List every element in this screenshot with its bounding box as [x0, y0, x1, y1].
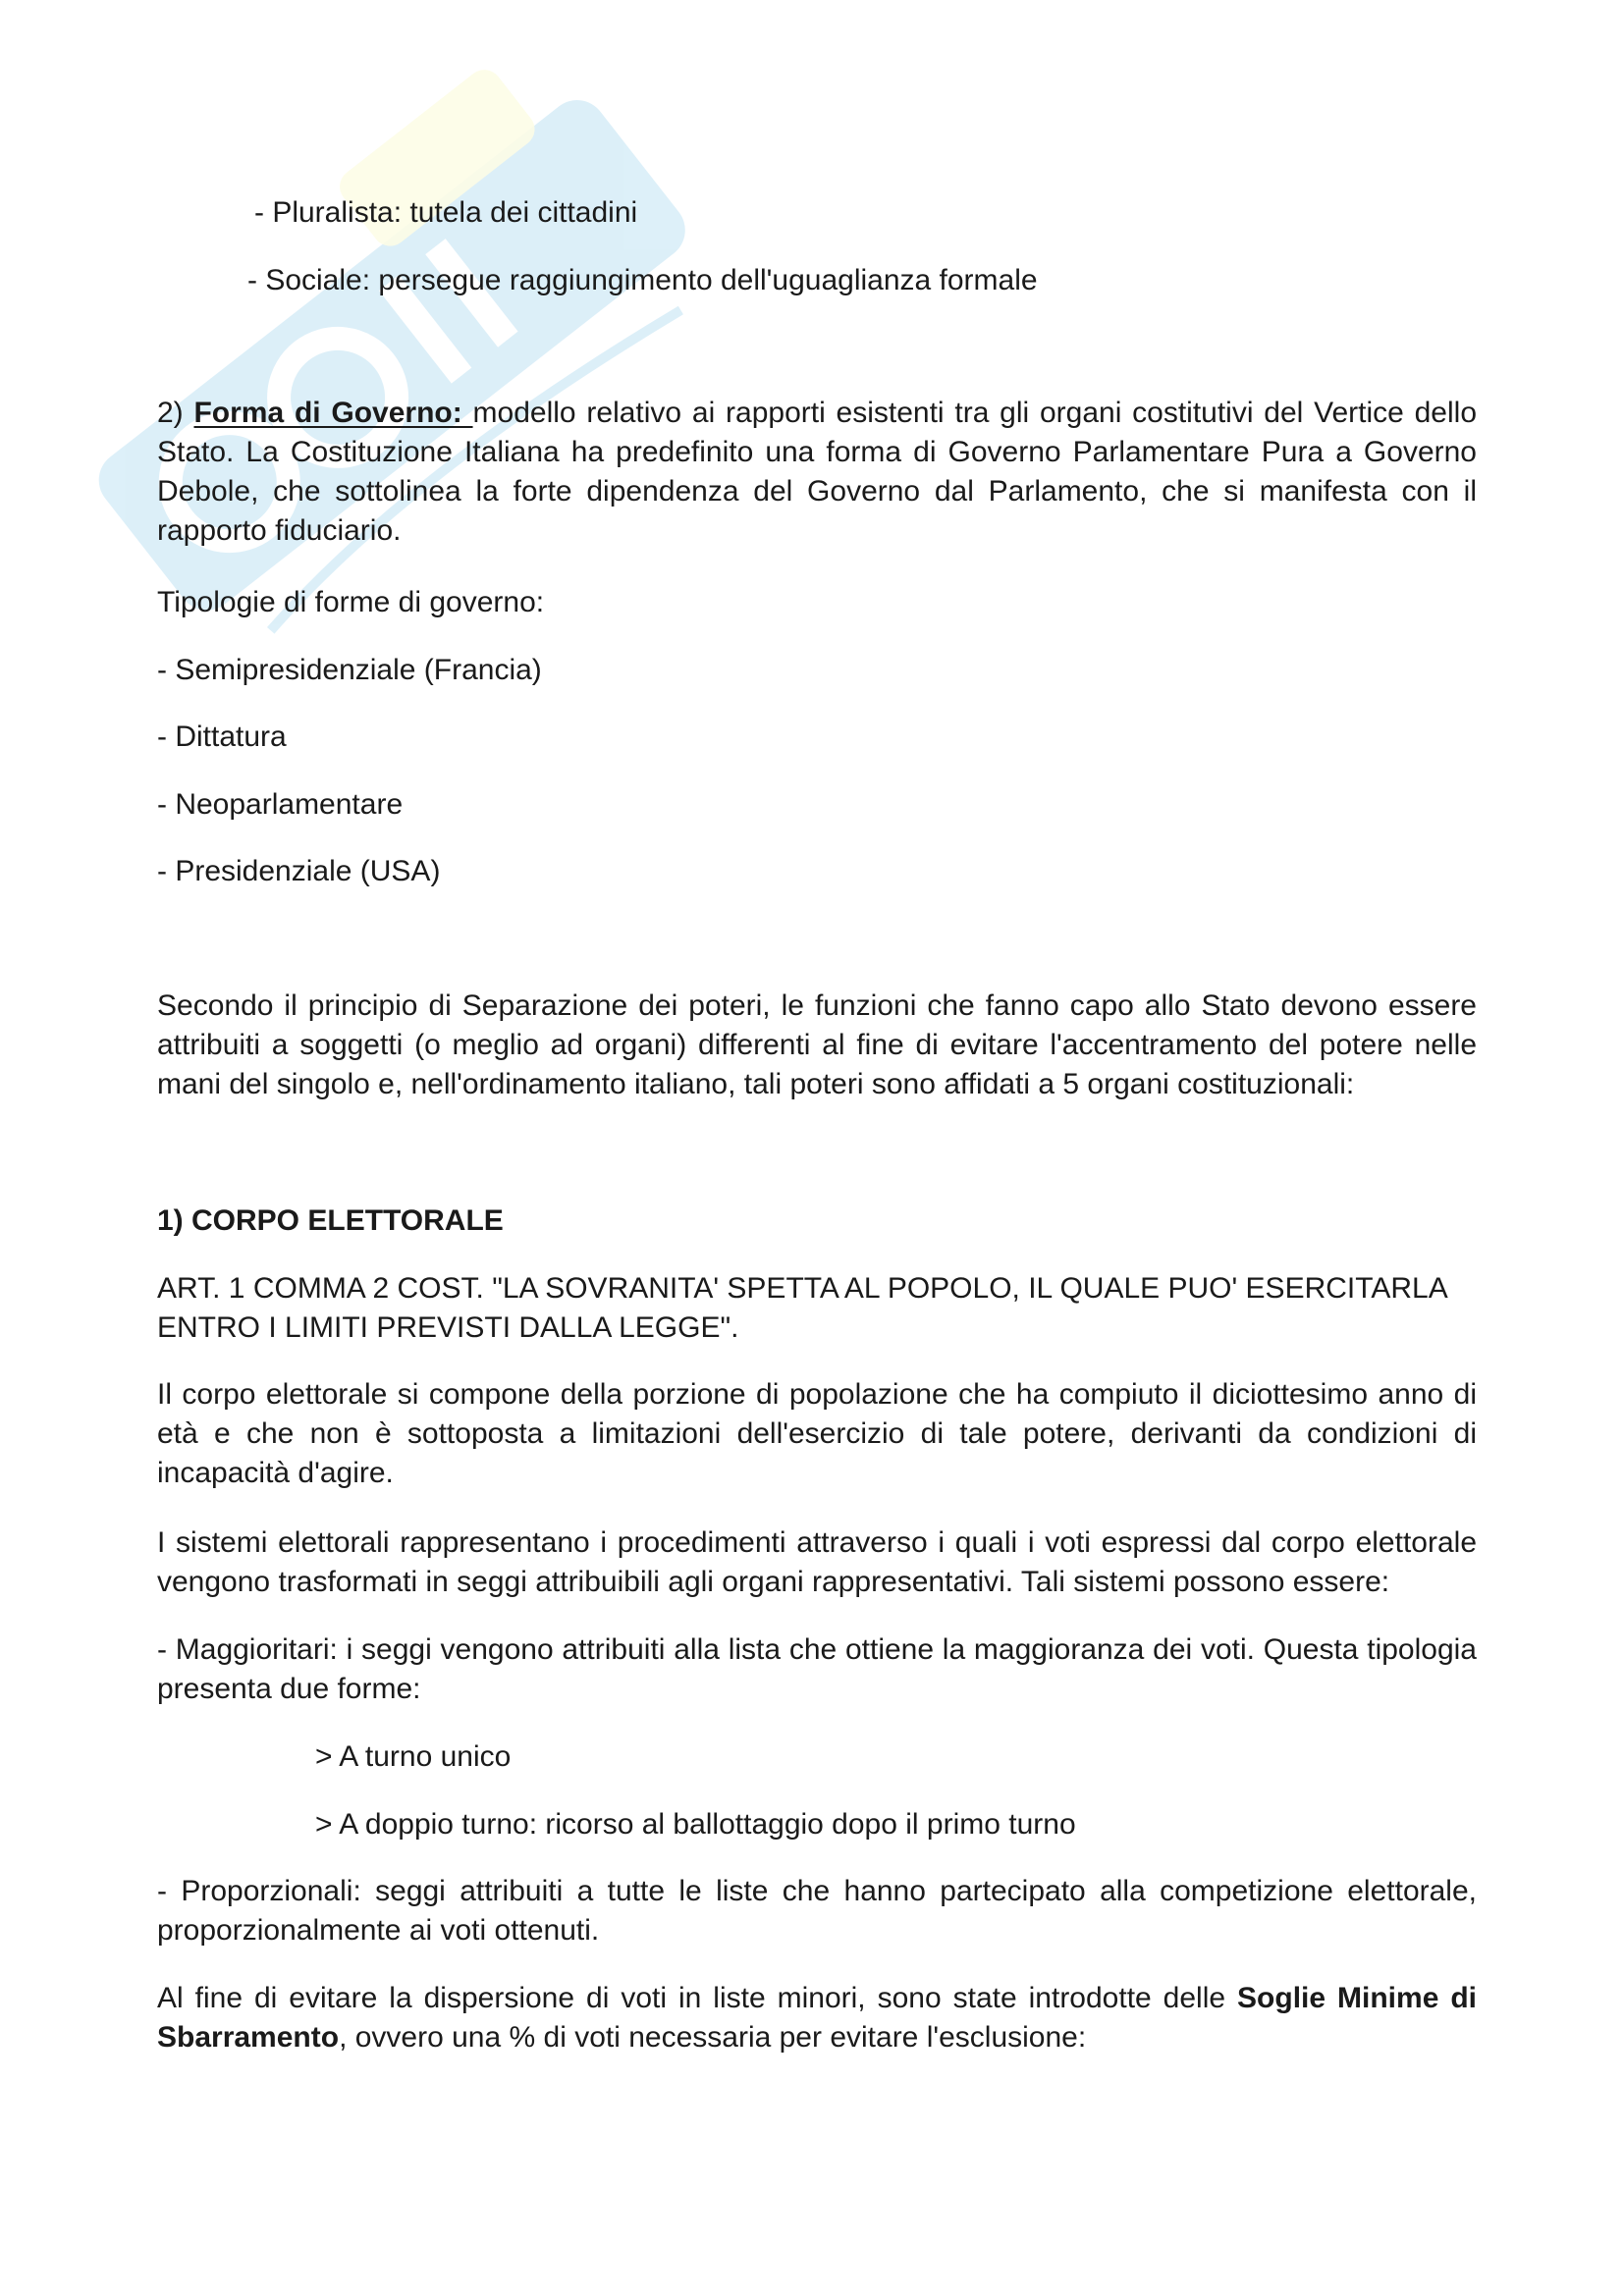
paragraph-sistemi-elettorali: I sistemi elettorali rappresentano i procedimenti attraverso i quali i voti espressi dal corpo elettorale vengono trasformati in seggi attribuibili agli organi rappresentativi. Tali sistemi possono essere: [157, 1526, 1477, 1598]
list-item-turno-unico: > A turno unico [315, 1740, 512, 1773]
section-number: 2) [157, 397, 184, 429]
term-forma-di-governo: Forma di Governo: [193, 397, 473, 429]
list-item-pluralista: - Pluralista: tutela dei cittadini [254, 196, 638, 229]
forma-di-governo-text: modello relativo ai rapporti esistenti tra gli organi costitutivi del Vertice dello Stato. La Costituzione Italiana ha predefinito una forma di Governo Parlamentare Pura a Governo Debole, che sottolinea la forte dipendenza del Governo dal Parlamento, che si manifesta con il rapporto fiduciario. [157, 397, 1478, 547]
heading-corpo-elettorale: 1) CORPO ELETTORALE [157, 1204, 504, 1237]
paragraph-maggioritari: - Maggioritari: i seggi vengono attribuiti alla lista che ottiene la maggioranza dei voti. Questa tipologia presenta due forme: [157, 1633, 1477, 1705]
list-item-doppio-turno: > A doppio turno: ricorso al ballottaggio dopo il primo turno [315, 1808, 1076, 1841]
soglie-text-after: , ovvero una % di voti necessaria per evitare l'esclusione: [339, 2021, 1087, 2054]
soglie-text-before: Al fine di evitare la dispersione di voti in liste minori, sono state introdotte delle [157, 1982, 1238, 2014]
article-quote-line-2: ENTRO I LIMITI PREVISTI DALLA LEGGE". [157, 1311, 739, 1344]
tipologie-intro: Tipologie di forme di governo: [157, 586, 545, 618]
term-soglie-minime: Soglie Minime di Sbarramento [157, 1982, 1478, 2054]
list-item-semipresidenziale: - Semipresidenziale (Francia) [157, 654, 542, 686]
paragraph-separazione-poteri: Secondo il principio di Separazione dei poteri, le funzioni che fanno capo allo Stato devono essere attribuiti a soggetti (o meglio ad organi) differenti al fine di evitare l'accentramento del potere nelle mani del singolo e, nell'ordinamento italiano, tali poteri sono affidati a 5 organi costituzionali: [157, 989, 1477, 1100]
paragraph-forma-di-governo [157, 394, 1477, 551]
paragraph-composizione: Il corpo elettorale si compone della porzione di popolazione che ha compiuto il diciottesimo anno di età e che non è sottoposta a limitazioni dell'esercizio di tale potere, derivanti da condizioni di incapacità d'agire. [157, 1378, 1477, 1489]
list-item-dittatura: - Dittatura [157, 721, 287, 753]
paragraph-soglie-sbarramento [157, 1979, 1477, 2057]
list-item-neoparlamentare: - Neoparlamentare [157, 788, 404, 821]
article-quote-line-1: ART. 1 COMMA 2 COST. "LA SOVRANITA' SPETTA AL POPOLO, IL QUALE PUO' ESERCITARLA [157, 1272, 1448, 1305]
paragraph-proporzionali: - Proporzionali: seggi attribuiti a tutte le liste che hanno partecipato alla competizione elettorale, proporzionalmente ai voti ottenuti. [157, 1875, 1477, 1947]
list-item-sociale: - Sociale: persegue raggiungimento dell'uguaglianza formale [247, 264, 1038, 296]
list-item-presidenziale: - Presidenziale (USA) [157, 855, 441, 887]
